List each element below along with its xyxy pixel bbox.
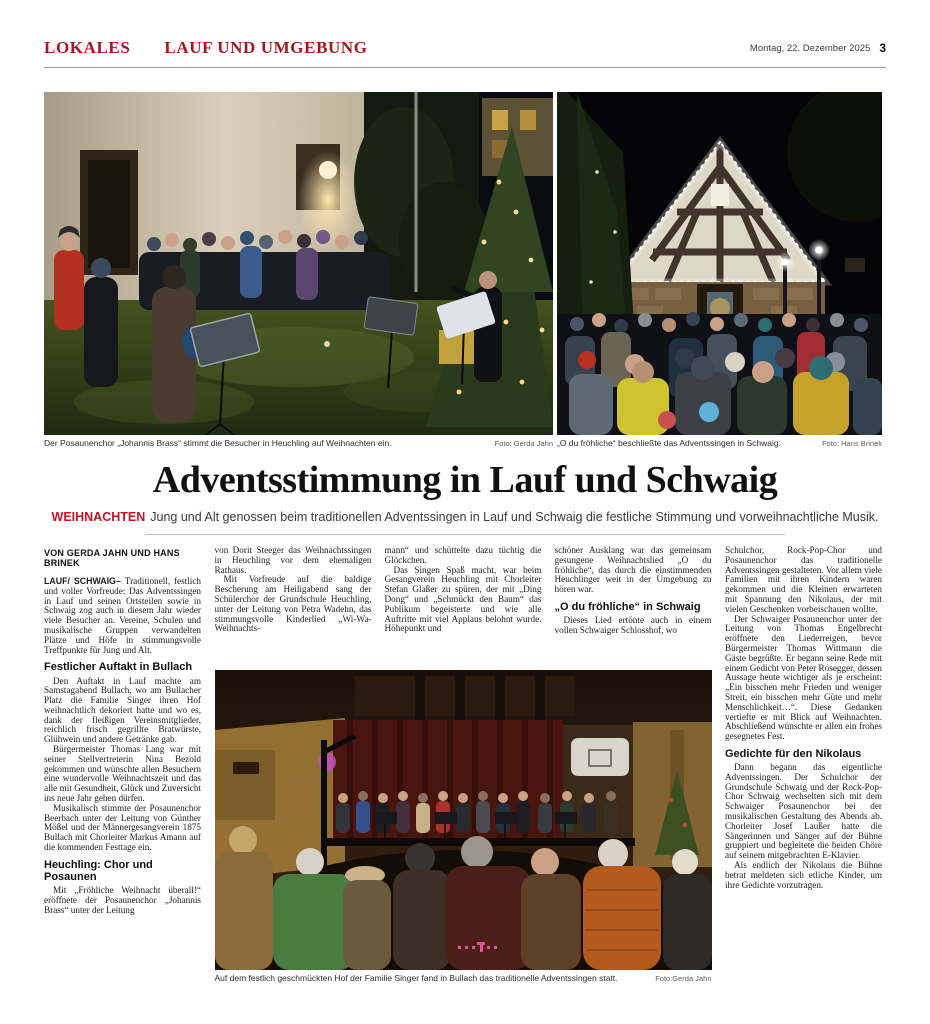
article-paragraph: Schulchor, Rock-Pop-Chor und Posaunenchor das traditionelle Adventssingen gestalteten. Vor allem viele Familien mit ihren Kindern waren gekommen und die Kleinen erwarteten mit Spannung den Nikolaus, der mit vielen Geschenken vorbeischauen wollte. (725, 546, 882, 614)
article-column-1 (44, 546, 201, 1008)
article-paragraph: schöner Ausklang war das gemeinsam gesungene Weihnachtslied „O du fröhliche“, das durch die einstimmenden Heuchlinger weit in der Umgebung zu hören war. (554, 546, 712, 595)
deck-text: Jung und Alt genossen beim traditionellen Adventssingen in Lauf und Schwaig die festliche Stimmung und vorweihnachtliche Musik. (150, 510, 879, 525)
photo-caption-middle (215, 970, 712, 983)
photo-credit: Foto: Gerda Jahn (494, 439, 553, 448)
article-column-2 (215, 546, 372, 664)
photo-heuchling-brass (44, 92, 553, 448)
caption-text: Der Posaunenchor „Johannis Brass“ stimmt die Besucher in Heuchling auf Weihnachten ein. (44, 438, 392, 448)
article-paragraph: mann“ und schüttelte dazu tüchtig die Glöckchen. (384, 546, 542, 565)
caption-text: „O du fröhliche“ beschließte das Adventssingen in Schwaig. (557, 438, 781, 448)
article-paragraph: Dann begann das eigentliche Adventssingen. Der Schulchor der Grundschule Schwaig und der Rock-Pop-Chor Schwaig wechselten sich mit dem Schwaiger Posaunenchor bei der musikalischen Gestaltung des Abends ab. Chorleiter Josef Laußer hatte die Sängerinnen und Sänger auf der Bühne gruppiert und begleitete die beiden Chöre auf seinem mitgebrachten E-Klavier. (725, 762, 882, 861)
article-paragraph: von Dorit Steeger das Weihnachtssingen in Heuchling vor dem ehemaligen Rathaus. (214, 546, 372, 575)
article-column-4 (555, 546, 712, 664)
location-lead-in: LAUF/ SCHWAIG– (44, 576, 125, 587)
photo-credit: Foto: Hans Brinek (821, 439, 882, 448)
article-headline: Adventsstimmung in Lauf und Schwaig (152, 459, 778, 501)
article-byline: VON GERDA JAHN UND HANS BRINEK (44, 548, 180, 569)
article-paragraph: Als endlich der Nikolaus die Bühne betrat meldeten sich etliche Kinder, um ihre Gedichte vorzutragen. (725, 860, 882, 890)
article-middle-block (215, 546, 712, 1008)
edition-title: LAUF UND UMGEBUNG (164, 38, 368, 57)
top-photo-row (44, 92, 886, 448)
article-subhead: „O du fröhliche“ in Schwaig (554, 601, 701, 614)
section-title: LOKALES (44, 38, 131, 57)
page-header (44, 38, 886, 58)
article-paragraph: Mit „Fröhliche Weihnacht überall!“ eröffnete der Posaunenchor „Johannis Brass“ unter der Leitung (44, 885, 201, 915)
photo-schwaig-house-image (557, 92, 882, 435)
article-subhead: Gedichte für den Nikolaus (725, 747, 862, 760)
article-lead-paragraph: LAUF/ SCHWAIG– Traditionell, festlich und voller Vorfreude: Das Adventssingen in Lauf und seinen Ortsteilen sowie in Schwaig zog auch in diesem Jahr wieder viele Besucher an. Vereine, Schulen und musikalische Gruppen verwandelten Plätze und Höfe in stimmungsvolle Treffpunkte für Jung und Alt. (44, 576, 201, 655)
photo-schwaig-house (557, 92, 882, 448)
article-paragraph: Dieses Lied ertönte auch in einem vollen Schwaiger Schlosshof, wo (554, 615, 712, 635)
page-number: 3 (879, 41, 886, 55)
issue-date: Montag, 22. Dezember 2025 (749, 42, 871, 54)
article-subhead: Festlicher Auftakt in Bullach (44, 661, 193, 674)
article-subhead: Heuchling: Chor und Posaunen (44, 858, 153, 883)
photo-heuchling-brass-image (44, 92, 553, 435)
deck-rule (145, 534, 785, 535)
article-paragraph: Das Singen Spaß macht, war beim Gesangverein Heuchling mit Chorleiter Stefan Glaßer zu spüren, der mit „Ding Dong“ und „Schmückt den Baum“ das Publikum begeisterte und wie alle Auftritte mit viel Applaus belohnt wurde. Höhepunkt und (384, 564, 542, 634)
article-deck (44, 510, 886, 524)
article-paragraph: Der Schwaiger Posaunenchor unter der Leitung von Thomas Engelbrecht eröffnete den Liederreigen, bevor Bürgermeister Thomas Wittmann die Gäste begrüßte. Er begann seine Rede mit einem Gedicht von Peter Rosegger, dessen Aussage heute wichtiger als je erscheint: „Ein bisschen mehr Frieden und weniger Streit, ein bisschen mehr Güte und mehr Menschlichkeit…“. Diese Gedanken vertiefte er mit Blick auf Weihnachten. Abschließend wünschte er allen ein frohes gesegnetes Fest. (725, 613, 882, 742)
article-kicker: WEIHNACHTEN (51, 510, 146, 525)
header-rule (44, 67, 886, 68)
article-paragraph: Den Auftakt in Lauf machte am Samstagabend Bullach, wo am Bullacher Platz die Familie Singer ihren Hof weihnachtlich dekoriert hatte und wo es, dank der fleißigen Vereinsmitglieder, reichlich frisch gegrillte Bratwürste, Glühwein und andere Getränke gab. (44, 675, 201, 745)
article-paragraph: Mit Vorfreude auf die baldige Bescherung am Heiligabend sang der Schülerchor der Grundschule Heuchling, unter der Leitung von Petra Wadehn, das stimmungsvolle Kinderlied „Wi-Wa-Weihnachts- (214, 574, 372, 634)
article-paragraph: Musikalisch stimmte der Posaunenchor Beerbach unter der Leitung von Günther Mößel und der Männergesangverein 1875 Bullach mit Chorleiter Markus Amann auf die kommenden Festtage ein. (44, 802, 201, 853)
photo-caption-left (44, 435, 553, 448)
article-column-3 (385, 546, 542, 664)
photo-bullach-stage (215, 670, 712, 983)
photo-credit: Foto:Gerda Jahn (655, 974, 712, 984)
photo-caption-right (557, 435, 882, 448)
photo-bullach-stage-image (215, 670, 712, 970)
article-middle-text (215, 546, 712, 664)
article-column-5 (725, 546, 882, 1008)
article-columns (44, 546, 886, 1008)
caption-text: Auf dem festlich geschmückten Hof der Familie Singer fand in Bullach das traditionelle Adventssingen statt. (214, 973, 618, 984)
article-paragraph: Bürgermeister Thomas Lang war mit seiner Stellvertreterin Nina Bezold gekommen und wünschte allen Besuchern eine wundervolle Weihnachtszeit und das alle mit Gesundheit, Glück und Zuversicht ins neue Jahr gehen dürfen. (44, 744, 201, 804)
